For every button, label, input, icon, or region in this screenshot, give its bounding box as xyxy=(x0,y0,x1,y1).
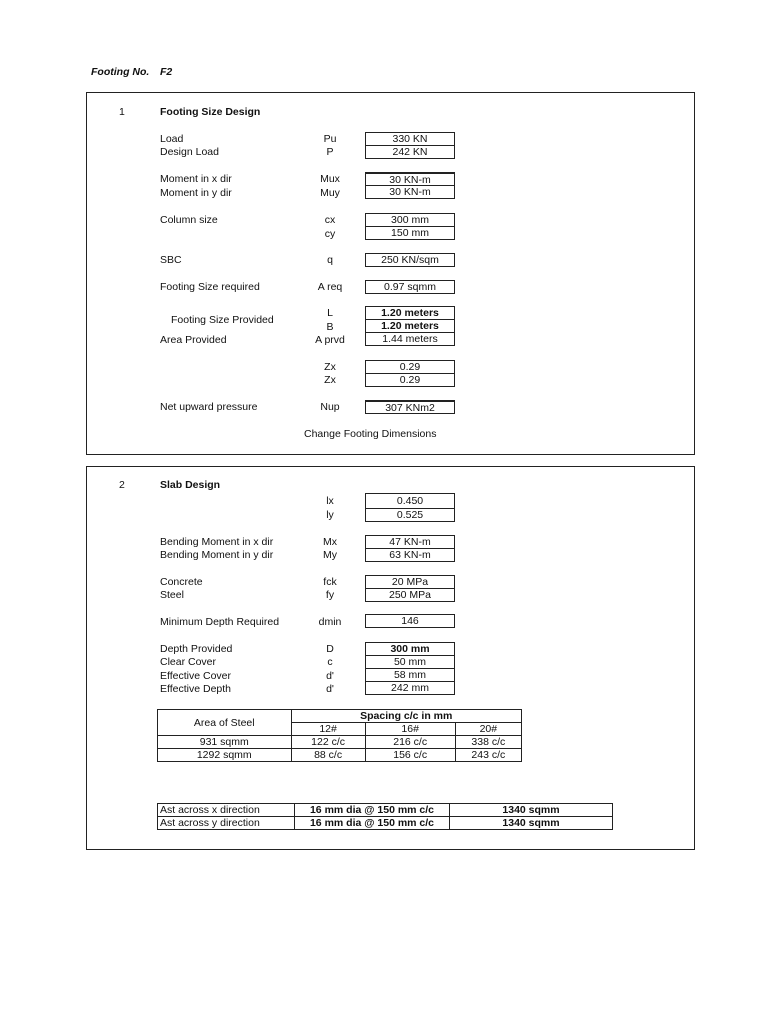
steel-symbol: fy xyxy=(325,589,335,601)
steel-spacing-table xyxy=(157,709,522,762)
effective-cover-value: 58 mm xyxy=(365,669,455,682)
net-upward-value: 307 KNm2 xyxy=(365,400,455,414)
table-row xyxy=(158,736,522,749)
effective-cover-label: Effective Cover xyxy=(160,670,232,682)
spacing-cell: 243 c/c xyxy=(455,749,521,762)
lx-value: 0.450 xyxy=(365,493,455,509)
clear-cover-label: Clear Cover xyxy=(160,656,217,668)
zx-value-2: 0.29 xyxy=(365,374,455,387)
footing-b-symbol: B xyxy=(326,321,334,333)
clear-cover-value: 50 mm xyxy=(365,656,455,669)
zx-symbol-1: Zx xyxy=(324,361,336,373)
load-symbol: Pu xyxy=(323,133,337,145)
moment-y-symbol: Muy xyxy=(320,187,340,199)
bm-x-value: 47 KN-m xyxy=(365,535,455,549)
zx-symbol-2: Zx xyxy=(324,374,336,386)
section1-title: Footing Size Design xyxy=(160,106,261,118)
sbc-value: 250 KN/sqm xyxy=(365,253,455,267)
area-provided-value: 1.44 meters xyxy=(365,333,455,346)
footing-l-value: 1.20 meters xyxy=(365,306,455,320)
moment-x-symbol: Mux xyxy=(320,173,340,185)
bm-x-symbol: Mx xyxy=(323,536,337,548)
net-upward-symbol: Nup xyxy=(320,401,340,413)
ly-symbol: ly xyxy=(326,509,334,521)
bm-y-value: 63 KN-m xyxy=(365,549,455,562)
ast-table xyxy=(157,803,613,830)
ast-label: Ast across y direction xyxy=(158,817,295,830)
footing-required-symbol: A req xyxy=(317,281,343,293)
effective-depth-value: 242 mm xyxy=(365,682,455,695)
footing-provided-label: Footing Size Provided xyxy=(171,314,274,326)
bm-y-label: Bending Moment in y dir xyxy=(160,549,274,561)
steel-label: Steel xyxy=(160,589,184,601)
column-cx-symbol: cx xyxy=(324,214,336,226)
bm-y-symbol: My xyxy=(323,549,337,561)
area-of-steel-header: Area of Steel xyxy=(158,710,292,736)
section1-number: 1 xyxy=(119,106,125,118)
moment-x-value: 30 KN-m xyxy=(365,172,455,186)
moment-y-label: Moment in y dir xyxy=(160,187,232,199)
depth-label: Depth Provided xyxy=(160,643,233,655)
spacing-cell: 216 c/c xyxy=(365,736,455,749)
load-label: Load xyxy=(160,133,184,145)
steel-area-cell: 1292 sqmm xyxy=(158,749,292,762)
bar-12-header: 12# xyxy=(291,723,365,736)
concrete-symbol: fck xyxy=(323,576,337,588)
zx-value-1: 0.29 xyxy=(365,360,455,374)
dmin-label: Minimum Depth Required xyxy=(160,616,280,628)
bm-x-label: Bending Moment in x dir xyxy=(160,536,274,548)
change-footing-dimensions-link[interactable]: Change Footing Dimensions xyxy=(304,428,437,440)
concrete-label: Concrete xyxy=(160,576,203,588)
ast-bars: 16 mm dia @ 150 mm c/c xyxy=(295,817,450,830)
section2-title: Slab Design xyxy=(160,479,221,491)
design-load-symbol: P xyxy=(326,146,334,158)
moment-x-label: Moment in x dir xyxy=(160,173,232,185)
spacing-cell: 88 c/c xyxy=(291,749,365,762)
depth-value: 300 mm xyxy=(365,642,455,656)
ly-value: 0.525 xyxy=(365,509,455,522)
net-upward-label: Net upward pressure xyxy=(160,401,258,413)
footing-l-symbol: L xyxy=(327,307,333,319)
table-row xyxy=(158,817,613,830)
clear-cover-symbol: c xyxy=(327,656,333,668)
depth-symbol: D xyxy=(326,643,334,655)
steel-area-cell: 931 sqmm xyxy=(158,736,292,749)
column-size-label: Column size xyxy=(160,214,218,226)
effective-cover-symbol: d' xyxy=(326,670,334,682)
sbc-label: SBC xyxy=(160,254,182,266)
table-row xyxy=(158,749,522,762)
column-cx-value: 300 mm xyxy=(365,213,455,227)
footing-required-label: Footing Size required xyxy=(160,281,260,293)
dmin-value: 146 xyxy=(365,614,455,628)
spacing-cell: 338 c/c xyxy=(455,736,521,749)
table-row xyxy=(158,710,522,723)
bar-16-header: 16# xyxy=(365,723,455,736)
footing-b-value: 1.20 meters xyxy=(365,320,455,333)
section2-number: 2 xyxy=(119,479,125,491)
area-provided-symbol: A prvd xyxy=(315,334,345,346)
table-row xyxy=(158,804,613,817)
load-value: 330 KN xyxy=(365,132,455,146)
bar-20-header: 20# xyxy=(455,723,521,736)
spacing-cell: 122 c/c xyxy=(291,736,365,749)
moment-y-value: 30 KN-m xyxy=(365,186,455,199)
ast-label: Ast across x direction xyxy=(158,804,295,817)
steel-value: 250 MPa xyxy=(365,589,455,602)
effective-depth-symbol: d' xyxy=(326,683,334,695)
spacing-cell: 156 c/c xyxy=(365,749,455,762)
concrete-value: 20 MPa xyxy=(365,575,455,589)
column-cy-symbol: cy xyxy=(324,228,336,240)
design-load-value: 242 KN xyxy=(365,146,455,159)
sbc-symbol: q xyxy=(327,254,333,266)
effective-depth-label: Effective Depth xyxy=(160,683,232,695)
lx-symbol: lx xyxy=(326,495,334,507)
ast-area: 1340 sqmm xyxy=(450,817,613,830)
dmin-symbol: dmin xyxy=(318,616,342,628)
design-load-label: Design Load xyxy=(160,146,219,158)
footing-no-label: Footing No. xyxy=(91,66,150,78)
spacing-header: Spacing c/c in mm xyxy=(291,710,522,723)
footing-required-value: 0.97 sqmm xyxy=(365,280,455,294)
area-provided-label: Area Provided xyxy=(160,334,227,346)
ast-bars: 16 mm dia @ 150 mm c/c xyxy=(295,804,450,817)
ast-area: 1340 sqmm xyxy=(450,804,613,817)
footing-no-value: F2 xyxy=(160,66,173,78)
column-cy-value: 150 mm xyxy=(365,227,455,240)
